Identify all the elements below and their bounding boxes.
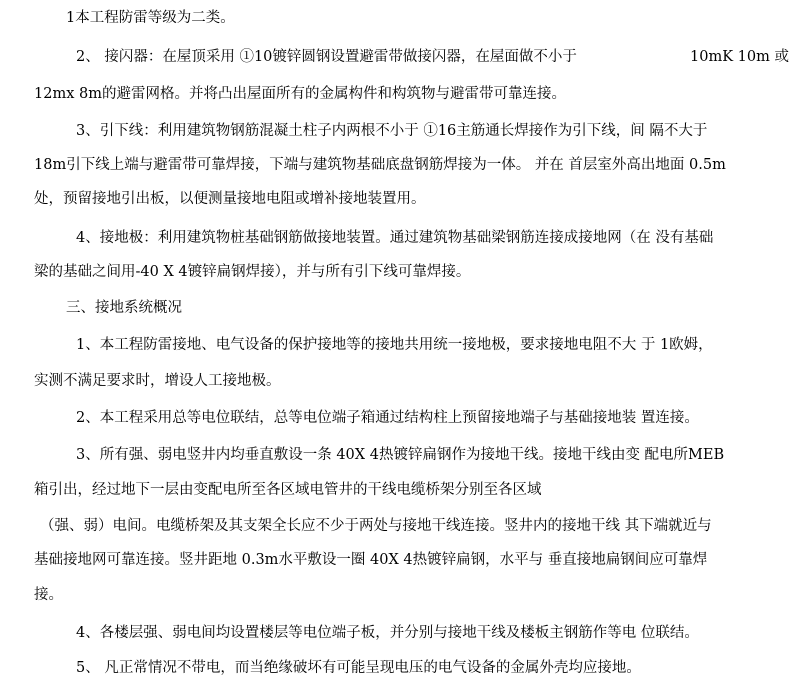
text-line-2: 2、 接闪器：在屋顶采用 ①10镀锌圆钢设置避雷带做接闪器，在屋面做不小于 xyxy=(76,49,577,65)
text-line-10: 1、本工程防雷接地、电气设备的保护接地等的接地共用统一接地极，要求接地电阻不大 于 1欧姆， xyxy=(76,337,713,353)
text-line-19: 5、 凡正常情况不带电，而当绝缘破坏有可能呈现电压的电气设备的金属外壳均应接地。 xyxy=(76,660,641,676)
text-line-7: 4、接地极：利用建筑物桩基础钢筋做接地装置。通过建筑物基础梁钢筋连接成接地网（在 没有基础 xyxy=(76,230,714,246)
section-heading: 三、接地系统概况 xyxy=(66,300,182,316)
text-line-15: （强、弱）电间。电缆桥架及其支架全长应不少于两处与接地干线连接。竖井内的接地干线 其下端就近与 xyxy=(40,518,712,534)
text-line-4: 3、引下线：利用建筑物钢筋混凝土柱子内两根不小于 ①16主筋通长焊接作为引下线，间 隔不大于 xyxy=(76,123,708,139)
text-line-11: 实测不满足要求时，增设人工接地极。 xyxy=(34,373,281,389)
text-line-14: 箱引出，经过地下一层由变配电所至各区域电管井的干线电缆桥架分别至各区域 xyxy=(34,482,542,498)
text-line-13: 3、所有强、弱电竖井内均垂直敷设一条 40X 4热镀锌扁钢作为接地干线。接地干线由变 配电所MEB xyxy=(76,447,725,463)
text-line-18: 4、各楼层强、弱电间均设置楼层等电位端子板，并分别与接地干线及楼板主钢筋作等电 位联结。 xyxy=(76,625,699,641)
text-line-3: 12mx 8m的避雷网格。并将凸出屋面所有的金属构件和构筑物与避雷带可靠连接。 xyxy=(34,86,566,102)
text-line-6: 处，预留接地引出板，以便测量接地电阻或增补接地装置用。 xyxy=(34,191,426,207)
text-line-17: 接。 xyxy=(34,587,63,603)
text-line-2-tail: 10mK 10m 或 xyxy=(690,49,789,65)
text-line-1: 1本工程防雷等级为二类。 xyxy=(66,10,235,26)
text-line-16: 基础接地网可靠连接。竖井距地 0.3m水平敷设一圈 40X 4热镀锌扁钢，水平与 垂直接地扁钢间应可靠焊 xyxy=(34,552,708,568)
text-line-12: 2、本工程采用总等电位联结，总等电位端子箱通过结构柱上预留接地端子与基础接地装 置连接。 xyxy=(76,410,699,426)
text-line-5: 18m引下线上端与避雷带可靠焊接，下端与建筑物基础底盘钢筋焊接为一体。 并在 首层室外高出地面 0.5m xyxy=(34,157,726,173)
text-line-8: 梁的基础之间用-40 X 4镀锌扁钢焊接），并与所有引下线可靠焊接。 xyxy=(34,264,471,280)
